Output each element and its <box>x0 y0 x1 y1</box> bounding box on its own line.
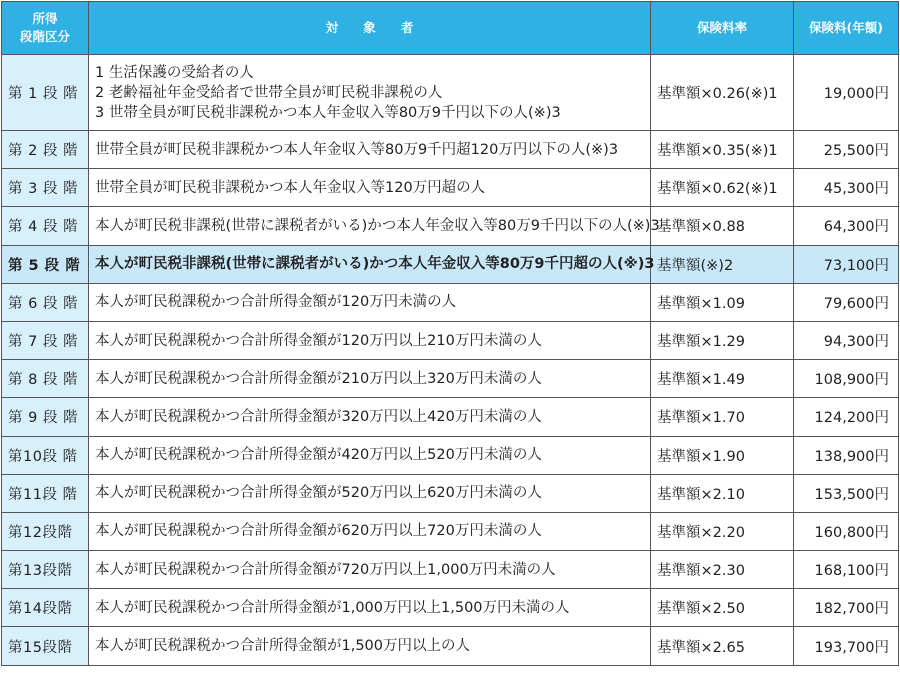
rate-cell: 基準額×2.10 <box>651 474 794 512</box>
rate-cell: 基準額×0.26(※)1 <box>651 55 794 131</box>
target-cell: 本人が町民税非課税(世帯に課税者がいる)かつ本人年金収入等80万9千円超の人(※)3 <box>89 245 651 283</box>
table-row-stage-13 <box>2 551 899 589</box>
fee-cell: 79,600円 <box>794 283 899 321</box>
rate-cell: 基準額×0.62(※)1 <box>651 169 794 207</box>
stage-cell: 第 6 段 階 <box>2 283 89 321</box>
fee-cell: 94,300円 <box>794 321 899 359</box>
target-cell: 本人が町民税課税かつ合計所得金額が420万円以上520万円未満の人 <box>89 436 651 474</box>
table-row-stage-7 <box>2 321 899 359</box>
rate-cell: 基準額×2.65 <box>651 627 794 665</box>
stage-cell: 第 7 段 階 <box>2 321 89 359</box>
fee-cell: 19,000円 <box>794 55 899 131</box>
table-row-stage-1 <box>2 55 899 131</box>
rate-cell: 基準額×0.35(※)1 <box>651 131 794 169</box>
table-row-stage-14 <box>2 589 899 627</box>
rate-cell: 基準額×0.88 <box>651 207 794 245</box>
stage-cell: 第11段 階 <box>2 474 89 512</box>
stage-cell: 第 3 段 階 <box>2 169 89 207</box>
premium-table <box>1 1 899 666</box>
header-stage-line1: 所得 <box>32 11 58 26</box>
table-row-stage-12 <box>2 512 899 550</box>
target-cell: 本人が町民税課税かつ合計所得金額が120万円以上210万円未満の人 <box>89 321 651 359</box>
fee-cell: 160,800円 <box>794 512 899 550</box>
stage-cell: 第 1 段 階 <box>2 55 89 131</box>
stage-cell: 第13段階 <box>2 551 89 589</box>
target-cell: 本人が町民税非課税(世帯に課税者がいる)かつ本人年金収入等80万9千円以下の人(※)3 <box>89 207 651 245</box>
target-cell: 本人が町民税課税かつ合計所得金額が320万円以上420万円未満の人 <box>89 398 651 436</box>
table-row-stage-11 <box>2 474 899 512</box>
target-cell: 世帯全員が町民税非課税かつ本人年金収入等80万9千円超120万円以下の人(※)3 <box>89 131 651 169</box>
target-cell: 本人が町民税課税かつ合計所得金額が1,000万円以上1,500万円未満の人 <box>89 589 651 627</box>
table-row-stage-9 <box>2 398 899 436</box>
table-row-stage-5 <box>2 245 899 283</box>
stage-cell: 第 2 段 階 <box>2 131 89 169</box>
rate-cell: 基準額×1.90 <box>651 436 794 474</box>
rate-cell: 基準額×2.20 <box>651 512 794 550</box>
fee-cell: 168,100円 <box>794 551 899 589</box>
table-row-stage-2 <box>2 131 899 169</box>
target-line: 1 生活保護の受給者の人 <box>95 64 254 81</box>
fee-cell: 108,900円 <box>794 360 899 398</box>
target-cell: 本人が町民税課税かつ合計所得金額が210万円以上320万円未満の人 <box>89 360 651 398</box>
target-cell: 本人が町民税課税かつ合計所得金額が720万円以上1,000万円未満の人 <box>89 551 651 589</box>
table-row-stage-15 <box>2 627 899 665</box>
table-row-stage-4 <box>2 207 899 245</box>
rate-cell: 基準額(※)2 <box>651 245 794 283</box>
target-line: 2 老齢福祉年金受給者で世帯全員が町民税非課税の人 <box>95 84 443 101</box>
table-row-stage-8 <box>2 360 899 398</box>
target-cell: 本人が町民税課税かつ合計所得金額が520万円以上620万円未満の人 <box>89 474 651 512</box>
target-cell: 本人が町民税課税かつ合計所得金額が120万円未満の人 <box>89 283 651 321</box>
rate-cell: 基準額×1.70 <box>651 398 794 436</box>
rate-cell: 基準額×1.49 <box>651 360 794 398</box>
stage-cell: 第 9 段 階 <box>2 398 89 436</box>
target-cell: 世帯全員が町民税非課税かつ本人年金収入等120万円超の人 <box>89 169 651 207</box>
stage-cell: 第15段階 <box>2 627 89 665</box>
header-fee: 保険料(年額) <box>794 2 899 55</box>
stage-cell: 第 8 段 階 <box>2 360 89 398</box>
table-row-stage-6 <box>2 283 899 321</box>
fee-cell: 193,700円 <box>794 627 899 665</box>
fee-cell: 73,100円 <box>794 245 899 283</box>
target-line: 3 世帯全員が町民税非課税かつ本人年金収入等80万9千円以下の人(※)3 <box>95 104 561 121</box>
table-row-stage-3 <box>2 169 899 207</box>
rate-cell: 基準額×2.50 <box>651 589 794 627</box>
fee-cell: 182,700円 <box>794 589 899 627</box>
stage-cell: 第10段 階 <box>2 436 89 474</box>
target-cell: 本人が町民税課税かつ合計所得金額が620万円以上720万円未満の人 <box>89 512 651 550</box>
header-target: 対 象 者 <box>89 2 651 55</box>
fee-cell: 45,300円 <box>794 169 899 207</box>
header-stage <box>2 2 89 55</box>
stage-cell: 第14段階 <box>2 589 89 627</box>
table-row-stage-10 <box>2 436 899 474</box>
fee-cell: 25,500円 <box>794 131 899 169</box>
stage-cell: 第 4 段 階 <box>2 207 89 245</box>
target-cell <box>89 55 651 131</box>
header-row <box>2 2 899 55</box>
rate-cell: 基準額×1.29 <box>651 321 794 359</box>
fee-cell: 64,300円 <box>794 207 899 245</box>
header-stage-line2: 段階区分 <box>19 29 70 44</box>
fee-cell: 153,500円 <box>794 474 899 512</box>
stage-cell: 第 5 段 階 <box>2 245 89 283</box>
target-cell: 本人が町民税課税かつ合計所得金額が1,500万円以上の人 <box>89 627 651 665</box>
header-rate: 保険料率 <box>651 2 794 55</box>
rate-cell: 基準額×1.09 <box>651 283 794 321</box>
fee-cell: 138,900円 <box>794 436 899 474</box>
stage-cell: 第12段階 <box>2 512 89 550</box>
rate-cell: 基準額×2.30 <box>651 551 794 589</box>
fee-cell: 124,200円 <box>794 398 899 436</box>
